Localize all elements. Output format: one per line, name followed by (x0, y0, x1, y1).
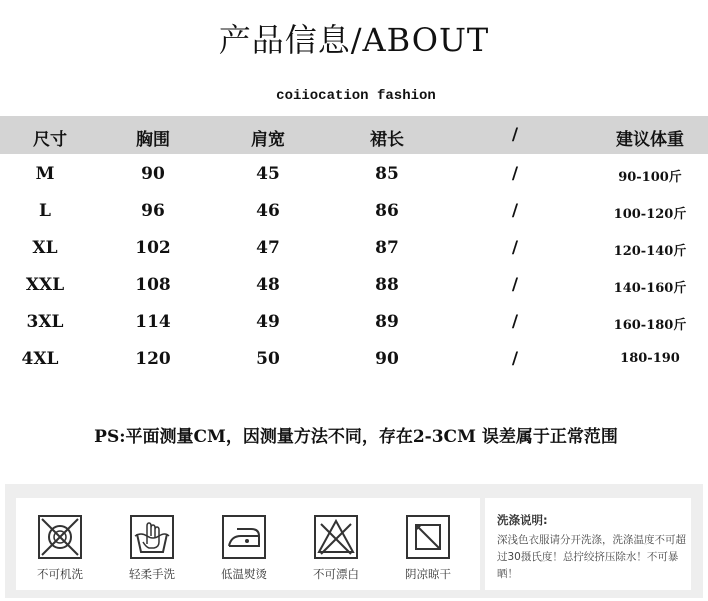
wash-text: 深浅色衣服请分开洗涤，洗涤温度不可超过30摄氏度！总拧绞挤压除水！不可暴晒！ (497, 534, 686, 580)
header-weight: 建议体重 (616, 130, 684, 150)
cell-slash: / (511, 312, 519, 332)
cell-chest: 114 (135, 312, 171, 332)
cell-shoulder: 45 (256, 164, 280, 184)
cell-size: 3XL (26, 312, 64, 332)
brand-subtitle: coiiocation fashion (276, 88, 436, 104)
header-size: 尺寸 (33, 130, 67, 150)
care-panel (5, 484, 703, 598)
cell-weight: 160-180斤 (613, 318, 687, 333)
cell-length: 89 (375, 312, 399, 332)
table-row (0, 193, 708, 230)
cell-length: 87 (375, 238, 399, 258)
cell-slash: / (511, 164, 519, 184)
care-item (296, 514, 376, 594)
wash-title: 洗涤说明: (497, 513, 548, 527)
cell-weight: 180-190 (620, 351, 680, 366)
cell-weight: 140-160斤 (613, 281, 687, 296)
cell-shoulder: 49 (256, 312, 280, 332)
cell-chest: 120 (135, 349, 171, 369)
cell-size: L (39, 201, 51, 221)
care-label: 阴凉晾干 (405, 567, 451, 581)
care-item (20, 514, 100, 594)
no-bleach-icon (313, 514, 359, 560)
cell-size: XXL (25, 275, 65, 295)
cell-length: 88 (375, 275, 399, 295)
no-machine-wash-icon (37, 514, 83, 560)
table-row (0, 267, 708, 304)
cell-shoulder: 48 (256, 275, 280, 295)
cell-chest: 108 (135, 275, 171, 295)
cell-weight: 90-100斤 (618, 170, 682, 185)
cell-weight: 120-140斤 (613, 244, 687, 259)
measurement-note: PS:平面测量CM，因测量方法不同，存在2-3CM 误差属于正常范围 (94, 427, 618, 447)
cell-length: 85 (375, 164, 399, 184)
cell-chest: 102 (135, 238, 171, 258)
table-row (0, 341, 708, 378)
cell-length: 90 (375, 349, 399, 369)
cell-shoulder: 50 (256, 349, 280, 369)
table-row (0, 304, 708, 341)
care-label: 低温熨烫 (221, 567, 267, 581)
cell-chest: 96 (141, 201, 165, 221)
header-length: 裙长 (370, 130, 404, 150)
table-row (0, 156, 708, 193)
cell-size: XL (32, 238, 58, 258)
care-item (112, 514, 192, 594)
care-label: 轻柔手洗 (129, 567, 175, 581)
hand-wash-icon (129, 514, 175, 560)
cell-shoulder: 47 (256, 238, 280, 258)
wash-instructions (485, 498, 691, 590)
care-icons-box (16, 498, 480, 590)
table-header (0, 116, 708, 154)
care-item (204, 514, 284, 594)
cell-slash: / (511, 201, 519, 221)
cell-slash: / (511, 275, 519, 295)
header-slash: / (511, 125, 519, 145)
cell-slash: / (511, 349, 519, 369)
page-title: 产品信息/ABOUT (218, 21, 490, 59)
cell-slash: / (511, 238, 519, 258)
cell-chest: 90 (141, 164, 165, 184)
header-chest: 胸围 (136, 130, 170, 150)
shade-dry-icon (405, 514, 451, 560)
cell-weight: 100-120斤 (613, 207, 687, 222)
low-iron-icon (221, 514, 267, 560)
header-shoulder: 肩宽 (251, 130, 285, 150)
cell-size: 4XL (21, 349, 59, 369)
cell-length: 86 (375, 201, 399, 221)
cell-size: M (35, 164, 55, 184)
cell-shoulder: 46 (256, 201, 280, 221)
table-row (0, 230, 708, 267)
care-label: 不可机洗 (37, 567, 83, 581)
care-item (388, 514, 468, 594)
care-label: 不可漂白 (313, 567, 359, 581)
